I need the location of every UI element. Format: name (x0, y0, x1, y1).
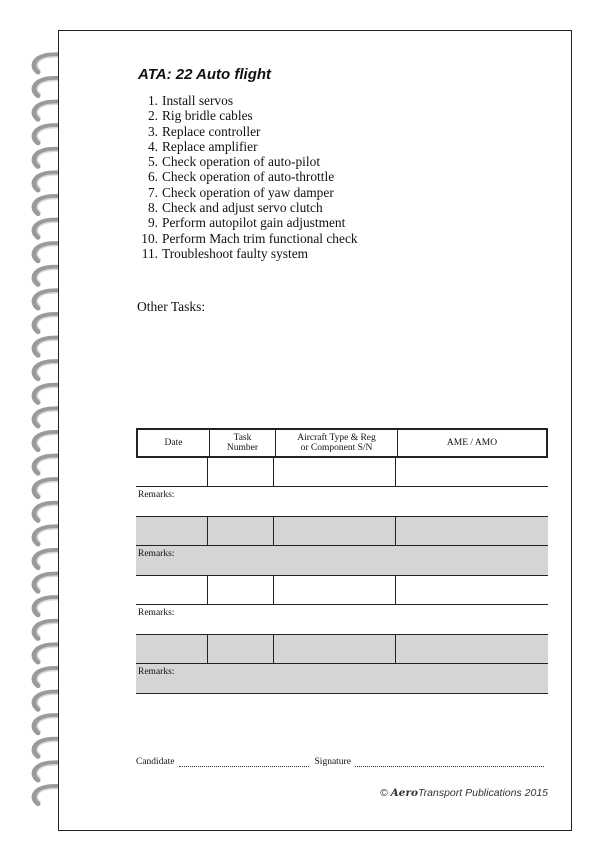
task-item: 5. Check operation of auto-pilot (147, 154, 321, 170)
entry-row (136, 576, 548, 605)
aircraft-type-cell[interactable] (274, 458, 396, 486)
task-item: 8. Check and adjust servo clutch (147, 200, 323, 216)
header-date: Date (138, 430, 210, 456)
task-number-cell[interactable] (208, 576, 274, 604)
copyright-symbol: © (379, 787, 388, 799)
ame-amo-cell[interactable] (396, 635, 548, 663)
date-cell[interactable] (136, 517, 208, 545)
page-title: ATA: 22 Auto flight (138, 66, 272, 83)
task-item: 10. Perform Mach trim functional check (141, 230, 358, 246)
log-entry (136, 576, 548, 635)
remarks-field[interactable]: Remarks: (136, 664, 548, 694)
entry-row (136, 635, 548, 664)
task-item: 1. Install servos (147, 93, 234, 108)
entry-row (136, 458, 548, 487)
date-cell[interactable] (136, 576, 208, 604)
date-cell[interactable] (136, 635, 208, 663)
signature-line[interactable] (355, 758, 544, 767)
log-entry (136, 458, 548, 517)
signature-label: Signature (314, 757, 351, 767)
task-item: 3. Replace controller (147, 123, 261, 139)
table-header (136, 428, 548, 458)
date-cell[interactable] (136, 458, 208, 486)
task-item: 2. Rig bridle cables (147, 108, 253, 124)
task-item: 7. Check operation of yaw damper (147, 184, 334, 200)
aircraft-type-cell[interactable] (274, 635, 396, 663)
task-number-cell[interactable] (208, 635, 274, 663)
aircraft-type-cell[interactable] (274, 517, 396, 545)
header-ame-amo: AME / AMO (446, 438, 498, 448)
task-number-cell[interactable] (208, 458, 274, 486)
log-entry (136, 635, 548, 694)
header-aircraft-type: Aircraft Type & Reg or Component S/N (276, 430, 398, 456)
ame-amo-cell[interactable] (396, 576, 548, 604)
candidate-label: Candidate (136, 757, 175, 767)
log-entry (136, 517, 548, 576)
candidate-line[interactable] (179, 758, 309, 767)
brand-logo: Aero (390, 787, 419, 799)
remarks-field[interactable]: Remarks: (136, 546, 548, 576)
task-item: 6. Check operation of auto-throttle (147, 169, 335, 185)
other-tasks-label: Other Tasks: (137, 299, 206, 314)
task-item: 9. Perform autopilot gain adjustment (147, 215, 346, 231)
ame-amo-cell[interactable] (396, 517, 548, 545)
task-item: 11. Troubleshoot faulty system (141, 245, 309, 261)
copyright-text: Transport Publications 2015 (418, 787, 548, 799)
ame-amo-cell[interactable] (396, 458, 548, 486)
header-task-number: Task Number (210, 430, 276, 456)
task-number-cell[interactable] (208, 517, 274, 545)
copyright-notice (380, 787, 548, 799)
task-log-table (136, 428, 548, 694)
aircraft-type-cell[interactable] (274, 576, 396, 604)
task-item: 4. Replace amplifier (147, 138, 258, 154)
entry-row (136, 517, 548, 546)
remarks-field[interactable]: Remarks: (136, 487, 548, 517)
task-list (140, 93, 358, 261)
signature-row (136, 757, 548, 767)
remarks-field[interactable]: Remarks: (136, 605, 548, 635)
